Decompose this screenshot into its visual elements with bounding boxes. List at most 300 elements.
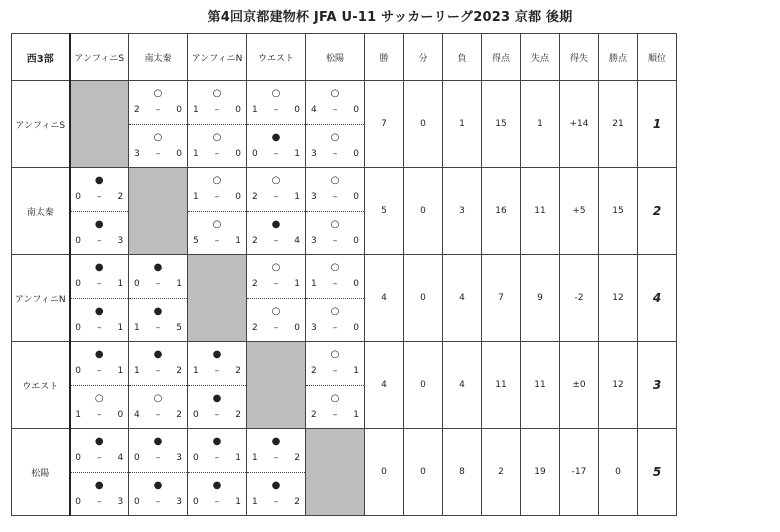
score-for: 1 [193, 366, 199, 377]
match-cell [188, 81, 247, 168]
score-against: 3 [117, 496, 124, 507]
match-cell [70, 255, 129, 342]
stat-win: 0 [365, 429, 404, 516]
score [134, 366, 182, 376]
score-for: 1 [193, 148, 199, 159]
loss-mark-icon: ● [271, 479, 281, 491]
table-row [12, 255, 677, 342]
stat-ga: 11 [521, 342, 560, 429]
score [75, 410, 123, 420]
score-separator: – [332, 322, 338, 333]
score [75, 279, 123, 289]
blank-cell [70, 81, 129, 168]
match-cell [70, 429, 129, 516]
score-for: 1 [252, 453, 258, 464]
first-leg-result [71, 342, 129, 386]
score-against: 0 [353, 105, 359, 116]
score-for: 0 [193, 409, 199, 420]
loss-mark-icon: ● [94, 349, 104, 361]
win-mark-icon: ○ [271, 262, 281, 274]
score [311, 323, 359, 333]
score-separator: – [273, 105, 279, 116]
second-leg-result [247, 299, 305, 342]
score-against: 2 [235, 409, 241, 420]
win-mark-icon: ○ [212, 218, 222, 230]
score-for: 1 [193, 192, 199, 203]
stat-loss: 4 [443, 255, 482, 342]
score-for: 2 [252, 192, 258, 203]
score [311, 149, 359, 159]
score-separator: – [97, 322, 102, 333]
loss-mark-icon: ● [153, 436, 163, 448]
win-mark-icon: ○ [212, 131, 222, 143]
win-mark-icon: ○ [153, 392, 163, 404]
first-leg-result [306, 81, 364, 125]
score-against: 1 [235, 496, 241, 507]
score-separator: – [214, 192, 220, 203]
stat-draw: 0 [404, 168, 443, 255]
loss-mark-icon: ● [94, 436, 104, 448]
score [75, 453, 123, 463]
loss-mark-icon: ● [271, 436, 281, 448]
score [252, 192, 300, 202]
score-separator: – [332, 279, 338, 290]
table-row [12, 429, 677, 516]
stat-rank: 3 [638, 342, 677, 429]
row-team-name: アンフィニN [12, 255, 70, 342]
score [252, 323, 300, 333]
match-cell [306, 342, 365, 429]
score [193, 410, 241, 420]
win-mark-icon: ○ [94, 392, 104, 404]
column-header-stat: 勝点 [599, 34, 638, 81]
stat-gd: ±0 [560, 342, 599, 429]
score [311, 410, 359, 420]
column-header-stat: 得点 [482, 34, 521, 81]
row-team-name: 南太秦 [12, 168, 70, 255]
second-leg-result [71, 386, 129, 429]
score [311, 366, 359, 376]
column-header-team: ウエスト [247, 34, 306, 81]
first-leg-result [247, 429, 305, 473]
second-leg-result [306, 386, 364, 429]
score-separator: – [273, 496, 279, 507]
score-against: 1 [294, 192, 300, 203]
score [193, 236, 241, 246]
score-against: 1 [294, 148, 300, 159]
score-for: 1 [134, 322, 140, 333]
first-leg-result [306, 168, 364, 212]
score-for: 0 [75, 453, 81, 464]
stat-ga: 1 [521, 81, 560, 168]
score-against: 3 [176, 453, 182, 464]
stat-draw: 0 [404, 255, 443, 342]
win-mark-icon: ○ [330, 262, 340, 274]
score [193, 453, 241, 463]
score [311, 236, 359, 246]
score-for: 1 [75, 409, 81, 420]
win-mark-icon: ○ [330, 392, 340, 404]
score [134, 497, 182, 507]
score-separator: – [332, 409, 338, 420]
stat-gd: -17 [560, 429, 599, 516]
score-separator: – [273, 322, 279, 333]
score-against: 1 [235, 453, 241, 464]
score-separator: – [214, 235, 220, 246]
score [193, 192, 241, 202]
score-separator: – [332, 105, 338, 116]
score-against: 5 [176, 322, 182, 333]
second-leg-result [129, 473, 187, 516]
stat-win: 4 [365, 255, 404, 342]
score-against: 0 [294, 322, 300, 333]
second-leg-result [188, 212, 246, 255]
score-for: 0 [134, 279, 140, 290]
win-mark-icon: ○ [330, 305, 340, 317]
win-mark-icon: ○ [330, 131, 340, 143]
score-separator: – [97, 409, 102, 420]
first-leg-result [71, 429, 129, 473]
second-leg-result [129, 299, 187, 342]
match-cell [306, 168, 365, 255]
score-for: 0 [193, 496, 199, 507]
second-leg-result [247, 473, 305, 516]
header-row [12, 34, 677, 81]
match-cell [129, 81, 188, 168]
stat-pts: 12 [599, 342, 638, 429]
score-against: 0 [176, 105, 182, 116]
win-mark-icon: ○ [330, 175, 340, 187]
division-label: 西3部 [12, 34, 70, 81]
column-header-stat: 順位 [638, 34, 677, 81]
score [134, 453, 182, 463]
second-leg-result [129, 125, 187, 168]
blank-cell [188, 255, 247, 342]
win-mark-icon: ○ [271, 175, 281, 187]
score-for: 1 [134, 366, 140, 377]
score-separator: – [155, 279, 161, 290]
stat-draw: 0 [404, 429, 443, 516]
score [252, 236, 300, 246]
match-cell [306, 81, 365, 168]
score-for: 3 [134, 148, 140, 159]
column-header-stat: 勝 [365, 34, 404, 81]
score-against: 0 [353, 279, 359, 290]
match-cell [247, 429, 306, 516]
match-cell [70, 342, 129, 429]
loss-mark-icon: ● [153, 305, 163, 317]
first-leg-result [129, 342, 187, 386]
loss-mark-icon: ● [94, 262, 104, 274]
score-for: 3 [311, 192, 317, 203]
score-for: 0 [134, 496, 140, 507]
match-cell [129, 429, 188, 516]
score-for: 4 [134, 409, 140, 420]
second-leg-result [71, 212, 129, 255]
score-against: 3 [117, 235, 124, 246]
score-against: 1 [353, 366, 359, 377]
win-mark-icon: ○ [330, 88, 340, 100]
score-separator: – [97, 366, 102, 377]
score-separator: – [155, 409, 161, 420]
loss-mark-icon: ● [271, 131, 281, 143]
stat-gd: +5 [560, 168, 599, 255]
match-cell [188, 168, 247, 255]
score-separator: – [273, 453, 279, 464]
loss-mark-icon: ● [212, 349, 222, 361]
stat-loss: 4 [443, 342, 482, 429]
score [193, 366, 241, 376]
score-against: 1 [294, 279, 300, 290]
loss-mark-icon: ● [153, 262, 163, 274]
score-for: 0 [75, 192, 81, 203]
score-for: 1 [252, 496, 258, 507]
loss-mark-icon: ● [271, 218, 281, 230]
stat-ga: 9 [521, 255, 560, 342]
stat-loss: 8 [443, 429, 482, 516]
score-against: 2 [294, 496, 300, 507]
stat-draw: 0 [404, 342, 443, 429]
score-against: 1 [235, 235, 241, 246]
score [134, 410, 182, 420]
score [311, 105, 359, 115]
score-for: 3 [311, 235, 317, 246]
score-for: 0 [75, 496, 81, 507]
stat-gf: 7 [482, 255, 521, 342]
score-separator: – [97, 496, 102, 507]
column-header-team: 松陽 [306, 34, 365, 81]
score [252, 105, 300, 115]
score-separator: – [155, 366, 161, 377]
loss-mark-icon: ● [94, 218, 104, 230]
table-row [12, 81, 677, 168]
second-leg-result [247, 212, 305, 255]
first-leg-result [247, 255, 305, 299]
score-separator: – [97, 453, 102, 464]
match-cell [129, 342, 188, 429]
first-leg-result [247, 168, 305, 212]
table-row [12, 168, 677, 255]
score-against: 2 [294, 453, 300, 464]
score-against: 0 [353, 148, 359, 159]
win-mark-icon: ○ [153, 131, 163, 143]
stat-draw: 0 [404, 81, 443, 168]
first-leg-result [188, 168, 246, 212]
score-for: 4 [311, 105, 317, 116]
stat-gf: 16 [482, 168, 521, 255]
score-separator: – [332, 235, 338, 246]
column-header-stat: 負 [443, 34, 482, 81]
loss-mark-icon: ● [153, 479, 163, 491]
stat-gf: 2 [482, 429, 521, 516]
match-cell [247, 81, 306, 168]
column-header-stat: 失点 [521, 34, 560, 81]
score-separator: – [332, 192, 338, 203]
stat-win: 5 [365, 168, 404, 255]
score-against: 3 [176, 496, 182, 507]
win-mark-icon: ○ [212, 175, 222, 187]
score-for: 0 [75, 366, 81, 377]
score-for: 1 [311, 279, 317, 290]
stat-rank: 2 [638, 168, 677, 255]
score [134, 323, 182, 333]
win-mark-icon: ○ [330, 349, 340, 361]
score-against: 1 [353, 409, 359, 420]
first-leg-result [129, 255, 187, 299]
score [252, 149, 300, 159]
score-against: 1 [117, 366, 124, 377]
stat-pts: 21 [599, 81, 638, 168]
stat-pts: 0 [599, 429, 638, 516]
row-team-name: アンフィニS [12, 81, 70, 168]
score-for: 1 [252, 105, 258, 116]
second-leg-result [71, 299, 129, 342]
score [75, 192, 123, 202]
column-header-team: アンフィニN [188, 34, 247, 81]
column-header-team: 南太秦 [129, 34, 188, 81]
column-header-stat: 分 [404, 34, 443, 81]
score-separator: – [155, 322, 161, 333]
score [75, 497, 123, 507]
first-leg-result [71, 168, 129, 212]
loss-mark-icon: ● [153, 349, 163, 361]
win-mark-icon: ○ [330, 218, 340, 230]
score-against: 4 [294, 235, 300, 246]
score-for: 3 [311, 148, 317, 159]
first-leg-result [129, 429, 187, 473]
win-mark-icon: ○ [271, 88, 281, 100]
blank-cell [129, 168, 188, 255]
match-cell [70, 168, 129, 255]
score-separator: – [332, 366, 338, 377]
score-against: 2 [176, 409, 182, 420]
score-against: 0 [235, 148, 241, 159]
loss-mark-icon: ● [94, 175, 104, 187]
loss-mark-icon: ● [94, 479, 104, 491]
stat-win: 4 [365, 342, 404, 429]
score [134, 149, 182, 159]
second-leg-result [306, 299, 364, 342]
score-separator: – [214, 496, 220, 507]
score-for: 2 [311, 409, 317, 420]
second-leg-result [71, 473, 129, 516]
score [75, 323, 123, 333]
stat-gf: 15 [482, 81, 521, 168]
score [311, 192, 359, 202]
score-for: 0 [193, 453, 199, 464]
second-leg-result [129, 386, 187, 429]
first-leg-result [129, 81, 187, 125]
score-against: 0 [117, 409, 124, 420]
first-leg-result [306, 342, 364, 386]
first-leg-result [247, 81, 305, 125]
score-against: 4 [117, 453, 124, 464]
stat-pts: 12 [599, 255, 638, 342]
score [75, 366, 123, 376]
score [193, 149, 241, 159]
stat-rank: 5 [638, 429, 677, 516]
score-for: 2 [252, 322, 258, 333]
first-leg-result [306, 255, 364, 299]
score-against: 1 [117, 322, 124, 333]
stat-loss: 1 [443, 81, 482, 168]
match-cell [306, 255, 365, 342]
score-for: 3 [311, 322, 317, 333]
score-against: 0 [353, 322, 359, 333]
row-team-name: 松陽 [12, 429, 70, 516]
second-leg-result [188, 473, 246, 516]
score-for: 2 [252, 279, 258, 290]
column-header-team: アンフィニS [70, 34, 129, 81]
second-leg-result [306, 125, 364, 168]
score-separator: – [155, 496, 161, 507]
score [252, 453, 300, 463]
score-for: 2 [311, 366, 317, 377]
match-cell [188, 342, 247, 429]
page-title: 第4回京都建物杯 JFA U-11 サッカーリーグ2023 京都 後期 [207, 10, 573, 25]
score-against: 1 [176, 279, 182, 290]
second-leg-result [306, 212, 364, 255]
loss-mark-icon: ● [212, 479, 222, 491]
score-against: 2 [235, 366, 241, 377]
score-against: 0 [353, 235, 359, 246]
score-against: 0 [235, 105, 241, 116]
score-separator: – [97, 192, 102, 203]
stat-loss: 3 [443, 168, 482, 255]
score-against: 0 [176, 148, 182, 159]
column-header-stat: 得失 [560, 34, 599, 81]
first-leg-result [188, 342, 246, 386]
row-team-name: ウエスト [12, 342, 70, 429]
score-against: 0 [353, 192, 359, 203]
stat-ga: 19 [521, 429, 560, 516]
loss-mark-icon: ● [212, 436, 222, 448]
score-against: 0 [294, 105, 300, 116]
score-separator: – [214, 453, 220, 464]
score-against: 2 [176, 366, 182, 377]
score-for: 0 [75, 279, 81, 290]
score-separator: – [332, 148, 338, 159]
second-leg-result [247, 125, 305, 168]
loss-mark-icon: ● [94, 305, 104, 317]
score [252, 497, 300, 507]
second-leg-result [188, 125, 246, 168]
stat-gd: -2 [560, 255, 599, 342]
first-leg-result [188, 81, 246, 125]
score [75, 236, 123, 246]
score [193, 497, 241, 507]
stat-gf: 11 [482, 342, 521, 429]
score-for: 0 [134, 453, 140, 464]
loss-mark-icon: ● [212, 392, 222, 404]
stat-rank: 4 [638, 255, 677, 342]
stat-pts: 15 [599, 168, 638, 255]
stat-rank: 1 [638, 81, 677, 168]
match-cell [247, 255, 306, 342]
score-separator: – [155, 148, 161, 159]
win-mark-icon: ○ [212, 88, 222, 100]
score-separator: – [97, 279, 102, 290]
score-separator: – [214, 409, 220, 420]
win-mark-icon: ○ [271, 305, 281, 317]
score-against: 1 [117, 279, 124, 290]
score-separator: – [155, 453, 161, 464]
blank-cell [247, 342, 306, 429]
score [311, 279, 359, 289]
table-row [12, 342, 677, 429]
score-against: 0 [235, 192, 241, 203]
score-separator: – [97, 235, 102, 246]
